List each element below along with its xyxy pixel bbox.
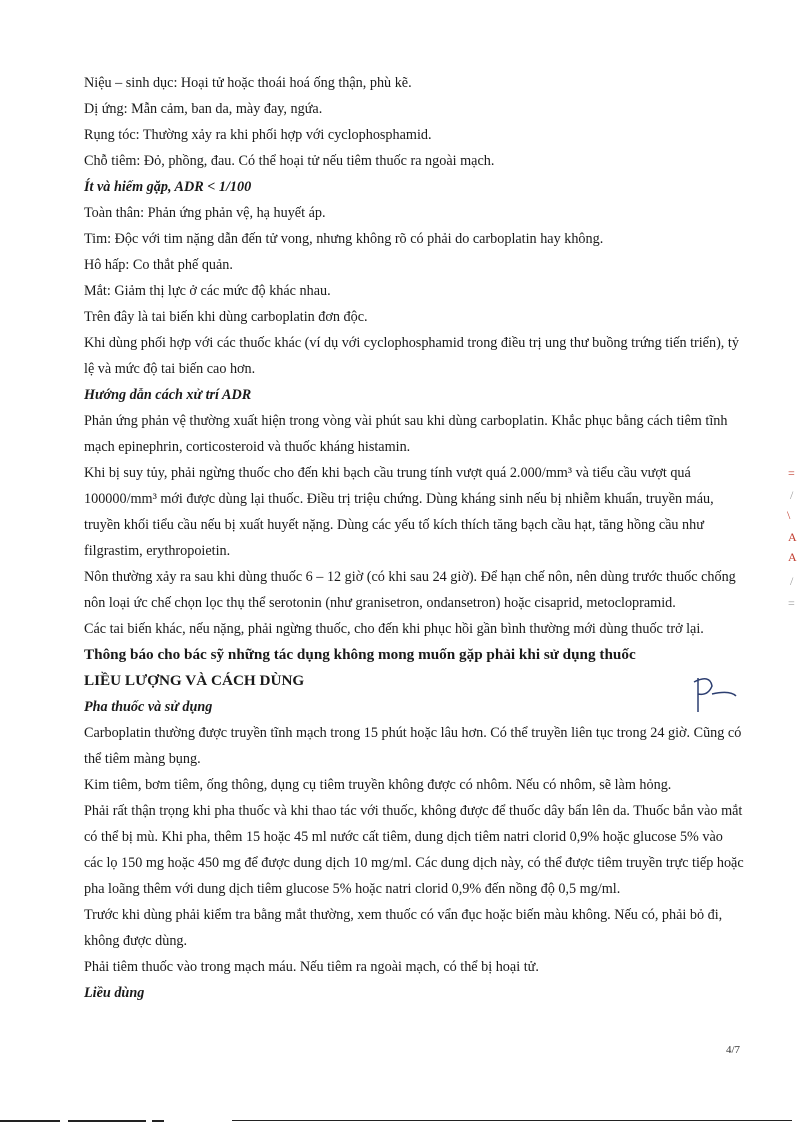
body-paragraph: Toàn thân: Phản ứng phản vệ, hạ huyết áp. <box>84 205 326 221</box>
body-paragraph: Nôn thường xảy ra sau khi dùng thuốc 6 – 12 giờ (có khi sau 24 giờ). Để hạn chế nôn, nên dùng trước thuốc chống nôn loại ức chế chọn lọc thụ thể serotonin (như granisetron, ondansetron) hoặc cisaprid, metoclopramid. <box>84 569 736 611</box>
page-number: 4/7 <box>725 1044 740 1056</box>
section-heading: Ít và hiếm gặp, ADR < 1/100 <box>84 179 252 195</box>
body-paragraph: Trước khi dùng phải kiểm tra bằng mắt thường, xem thuốc có vẩn đục hoặc biến màu không. Nếu có, phải bỏ đi, không được dùng. <box>84 907 723 949</box>
section-heading: Hướng dẫn cách xử trí ADR <box>84 387 252 403</box>
footer-rule <box>68 1120 146 1122</box>
margin-mark: A <box>788 530 797 544</box>
margin-mark: / <box>790 574 794 588</box>
body-paragraph: Khi bị suy tủy, phải ngừng thuốc cho đến khi bạch cầu trung tính vượt quá 2.000/mm³ và tiểu cầu vượt quá 100000/mm³ mới được dùng lại thuốc. Điều trị triệu chứng. Dùng kháng sinh nếu bị nhiễm khuẩn, truyền máu, truyền khối tiểu cầu nếu bị xuất huyết nặng. Dùng các yếu tố kích thích tăng bạch cầu hạt, tăng hồng cầu như filgrastim, erythropoietin. <box>84 465 714 559</box>
body-paragraph: Kim tiêm, bơm tiêm, ống thông, dụng cụ tiêm truyền không được có nhôm. Nếu có nhôm, sẽ làm hỏng. <box>84 777 672 793</box>
footer-rule <box>152 1120 164 1122</box>
section-heading: Thông báo cho bác sỹ những tác dụng không mong muốn gặp phải khi sử dụng thuốc <box>84 646 636 663</box>
body-paragraph: Niệu – sinh dục: Hoại tử hoặc thoái hoá ống thận, phù kẽ. <box>84 75 412 91</box>
body-paragraph: Trên đây là tai biến khi dùng carboplatin đơn độc. <box>84 309 368 325</box>
body-paragraph: Carboplatin thường được truyền tĩnh mạch trong 15 phút hoặc lâu hơn. Có thể truyền liên tục trong 24 giờ. Cũng có thể tiêm màng bụng. <box>84 725 742 767</box>
margin-mark: A <box>788 550 797 564</box>
footer-rule <box>232 1120 792 1121</box>
margin-mark: = <box>788 596 795 610</box>
body-paragraph: Phản ứng phản vệ thường xuất hiện trong vòng vài phút sau khi dùng carboplatin. Khắc phục bằng cách tiêm tĩnh mạch epinephrin, corticosteroid và thuốc kháng histamin. <box>84 413 728 455</box>
body-paragraph: Dị ứng: Mẫn cảm, ban da, mày đay, ngứa. <box>84 101 323 117</box>
margin-mark: = <box>788 466 795 480</box>
body-paragraph: Phải tiêm thuốc vào trong mạch máu. Nếu tiêm ra ngoài mạch, có thể bị hoại tử. <box>84 959 539 975</box>
margin-mark: / <box>790 488 794 502</box>
section-heading: Liều dùng <box>84 985 145 1001</box>
margin-mark: \ <box>787 508 791 522</box>
handwritten-signature <box>690 672 740 718</box>
body-paragraph: Mắt: Giảm thị lực ở các mức độ khác nhau. <box>84 283 331 299</box>
body-paragraph: Rụng tóc: Thường xảy ra khi phối hợp với cyclophosphamid. <box>84 127 432 143</box>
body-paragraph: Khi dùng phối hợp với các thuốc khác (ví dụ với cyclophosphamid trong điều trị ung thư buồng trứng tiến triển), tỷ lệ và mức độ tai biến cao hơn. <box>84 335 739 377</box>
section-heading: Pha thuốc và sử dụng <box>84 699 213 715</box>
body-paragraph: Tim: Độc với tim nặng dẫn đến tử vong, nhưng không rõ có phải do carboplatin hay không. <box>84 231 604 247</box>
body-paragraph: Hô hấp: Co thắt phế quản. <box>84 257 233 273</box>
body-paragraph: Các tai biến khác, nếu nặng, phải ngừng thuốc, cho đến khi phục hồi gần bình thường mới dùng thuốc trở lại. <box>84 621 704 637</box>
body-paragraph: Phải rất thận trọng khi pha thuốc và khi thao tác với thuốc, không được để thuốc dây bẩn lên da. Thuốc bắn vào mắt có thể bị mù. Khi pha, thêm 15 hoặc 45 ml nước cất tiêm, dung dịch tiêm natri clorid 0,9% hoặc glucose 5% vào các lọ 150 mg hoặc 450 mg để được dung dịch 10 mg/ml. Các dung dịch này, có thể được tiêm truyền trực tiếp hoặc pha loãng thêm với dung dịch tiêm glucose 5% hoặc natri clorid 0,9% đến nồng độ 0,5 mg/ml. <box>84 803 744 897</box>
section-heading: LIỀU LƯỢNG VÀ CÁCH DÙNG <box>84 672 305 689</box>
footer-rule <box>0 1120 60 1122</box>
document-body <box>84 70 744 1006</box>
body-paragraph: Chỗ tiêm: Đỏ, phồng, đau. Có thể hoại tử nếu tiêm thuốc ra ngoài mạch. <box>84 153 495 169</box>
